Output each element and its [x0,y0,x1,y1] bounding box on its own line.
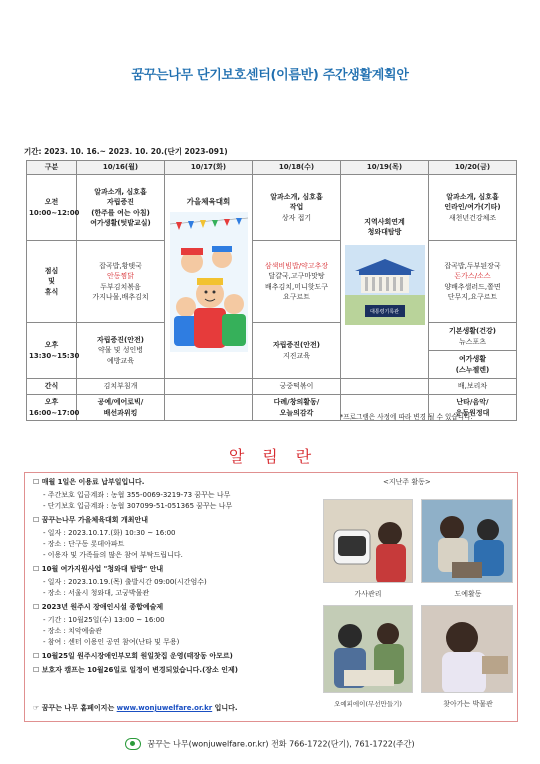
cell-fri-late: 난타/음악/ 운동원정대 [429,395,517,421]
cell-mon-late: 공예/에어로빅/ 배선과위킹 [77,395,165,421]
notice-detail: - 주간보호 입금계좌 : 농협 355-0069-3219-73 꿈꾸는 나무 [43,491,231,499]
page-title: 꿈꾸는나무 단기보호센터(이름반) 주간생활계획안 [131,68,409,83]
notice-detail: - 장소 : 단구동 롯데아파트 [43,540,125,548]
table-row-lunch [27,241,517,323]
table-row-afternoon-a [27,323,517,351]
cell-tue-late [165,395,253,421]
header-wed: 10/18(수) [253,161,341,175]
cell-fri-snack: 배,보리차 [429,379,517,395]
notice-detail: - 참여 : 센터 이용인 공연 참여(난타 및 무용) [43,638,180,646]
cell-mon-afternoon: 자립증진(안전) 약물 및 성인병 예방교육 [77,323,165,379]
period-text: 기간: 2023. 10. 16.~ 2023. 10. 20.(단기 2023-091) [24,147,228,156]
cell-fri-afternoon-1: 기본생활(건강) 뉴스포츠 [429,323,517,351]
schedule-note: *프로그램은 사정에 따라 변경 될 수 있습니다. [340,413,473,421]
cell-wed-morning: 알과소개, 심호흡 작업 상자 접기 [253,175,341,241]
caption-museum: 찾아가는 박물관 [443,700,493,708]
caption-pottery: 도예활동 [454,590,482,598]
cell-mon-snack: 김치부침개 [77,379,165,395]
notice-heading: ☐ 보호자 캠프는 10월26일로 일정이 변경되었습니다.(장소 인제) [33,666,238,674]
homepage-link[interactable]: www.wonjuwelfare.or.kr [116,704,213,712]
cell-wed-lunch: 삼색비빔밥/약고추장 달걀국,고구마맛탕 배추김치,미니핫도구 요구르트 [253,241,341,323]
photo-pottery [421,499,513,583]
notice-detail: - 일자 : 2023.10.17.(화) 10:30 ~ 16:00 [43,529,176,537]
cell-thu-snack [341,379,429,395]
sports-day-illustration [170,212,248,352]
notice-heading: ☐ 10월25일 원주시장애인부모회 원일찻집 운영(태장동 아모르) [33,652,233,660]
caption-housework: 가사관리 [354,590,382,598]
cell-tue-event: 가을체육대회 [165,175,253,379]
notice-heading: ☐ 꿈꾸는나무 가을체육대회 개최안내 [33,516,149,524]
notice-heading: ☐ 매월 1일은 이용료 납부일입니다. [33,478,145,486]
cell-wed-late: 다례/창의활동/ 오늘의감각 [253,395,341,421]
caption-craft: 오예피에이(무선만들기) [334,700,402,708]
photo-housework [323,499,413,583]
photos-header: <지난주 활동> [383,478,431,486]
cell-tue-snack [165,379,253,395]
row-label-snack: 간식 [27,379,77,395]
cell-fri-lunch: 잡곡밥,두부된장국 돈가스/소스 양배추샐러드,쫄면 단무지,요구르트 [429,241,517,323]
header-tue: 10/17(화) [165,161,253,175]
notice-heading: ☐ 10월 여가지원사업 "청와대 탐방" 안내 [33,565,164,573]
header-fri: 10/20(금) [429,161,517,175]
homepage-line: ☞ 꿈꾸는 나무 홈페이지는 www.wonjuwelfare.or.kr 입니다. [33,704,238,712]
logo-icon [125,738,141,750]
cell-mon-lunch: 잡곡밥,황탯국 안동찜닭 두부김치볶음 가지나물,배추김치 [77,241,165,323]
cell-thu-event: 지역사회연계 청와대탐방 대통령기록관 [341,175,429,379]
footer [0,738,540,750]
notice-detail: - 일자 : 2023.10.19.(목) 출발시간 09:00(시간엄수) [43,578,207,586]
header-category: 구분 [27,161,77,175]
notice-detail: - 기간 : 10월25일(수) 13:00 ~ 16:00 [43,616,165,624]
notice-box [24,472,518,722]
notice-heading: ☐ 2023년 원주시 장애인시설 종합예술제 [33,603,164,611]
table-row-snack [27,379,517,395]
header-thu: 10/19(목) [341,161,429,175]
weekly-schedule-table [26,160,517,421]
cell-fri-afternoon-2: 여가생활 (스누젤렌) [429,351,517,379]
cell-fri-morning: 알과소개, 심호흡 인라인/여가(기타) 새천년건강체조 [429,175,517,241]
table-row-morning [27,175,517,241]
footer-text: 꿈꾸는 나무(wonjuwelfare.or.kr) 전화 766-1722(단기), 761-1722(주간) [147,739,415,749]
cell-wed-snack: 궁중떡볶이 [253,379,341,395]
photo-museum [421,605,513,693]
notice-title: 알림란 [228,447,330,466]
notice-detail: - 단기보호 입금계좌 : 농협 307099-51-051365 꿈꾸는 나무 [43,502,233,510]
row-label-late: 오후 16:00~17:00 [27,395,77,421]
notice-detail: - 장소 : 치악예술관 [43,627,102,635]
row-label-lunch: 점심 및 휴식 [27,241,77,323]
notice-detail: - 이용자 및 가족들의 많은 참여 부탁드립니다. [43,551,183,559]
header-mon: 10/16(월) [77,161,165,175]
row-label-afternoon: 오후 13:30~15:30 [27,323,77,379]
table-header-row [27,161,517,175]
notice-detail: - 장소 : 서울시 청와대, 고궁박물관 [43,589,150,597]
photo-craft [323,605,413,693]
cell-wed-afternoon: 자립증진(안전) 지진교육 [253,323,341,379]
row-label-morning: 오전 10:00~12:00 [27,175,77,241]
cell-mon-morning: 알과소개, 심호흡 자립증진 (한주를 여는 아침) 여가생활(텃밭교실) [77,175,165,241]
